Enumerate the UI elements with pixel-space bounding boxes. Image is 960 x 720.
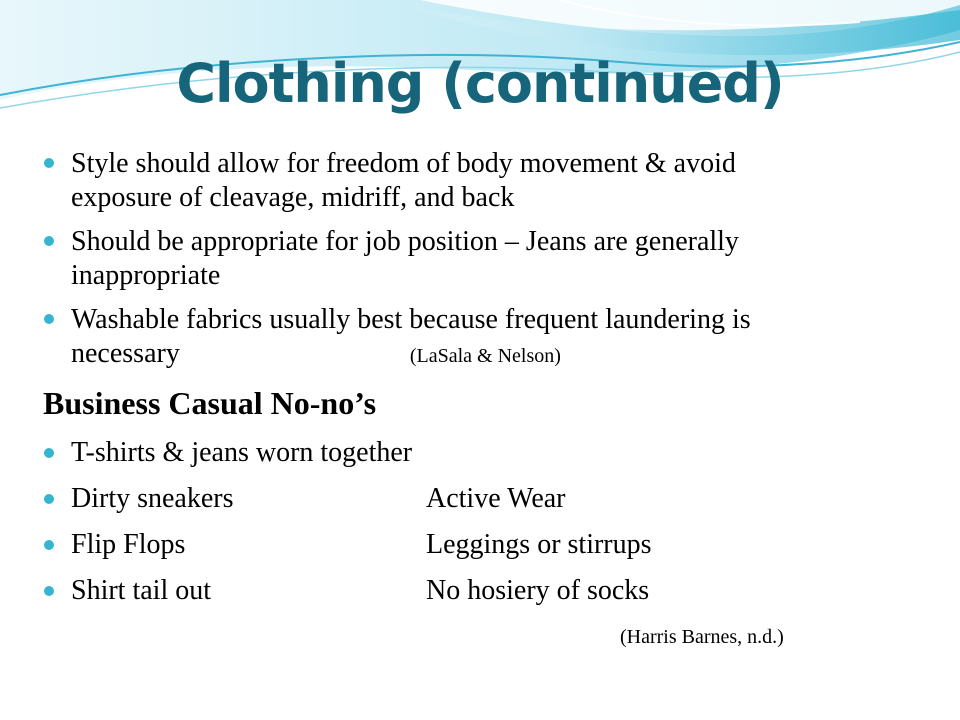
bullet-marker (44, 448, 54, 458)
nono-right: No hosiery of socks (426, 575, 650, 606)
slide-title: Clothing (continued) (176, 52, 784, 115)
citation: (LaSala & Nelson) (409, 345, 561, 367)
bullet-item (71, 147, 736, 215)
bullet-line: Should be appropriate for job position – Jeans are generally (71, 226, 739, 257)
bullet-line: exposure of cleavage, midriff, and back (71, 182, 515, 213)
bullet-line (71, 337, 751, 373)
bullet-line-text: necessary (71, 338, 180, 369)
nono-left: Dirty sneakers (71, 483, 234, 514)
bullet-marker (44, 314, 54, 324)
nono-right: Leggings or stirrups (426, 529, 652, 560)
nono-left: Shirt tail out (71, 575, 211, 606)
bullet-item (71, 225, 739, 293)
bullet-line: inappropriate (71, 260, 221, 291)
bullet-marker (44, 494, 54, 504)
bullet-marker (44, 540, 54, 550)
bullet-marker (44, 158, 54, 168)
bullet-line: Washable fabrics usually best because frequent laundering is (71, 304, 751, 335)
bullet-marker (44, 586, 54, 596)
section-heading: Business Casual No-no’s (43, 385, 377, 421)
bullet-item (71, 303, 751, 373)
nono-right: Active Wear (426, 483, 566, 514)
bullet-line: Style should allow for freedom of body movement & avoid (71, 148, 736, 179)
nono-left: Flip Flops (71, 529, 186, 560)
bullet-marker (44, 236, 54, 246)
nono-left: T-shirts & jeans worn together (71, 437, 413, 468)
citation: (Harris Barnes, n.d.) (620, 626, 784, 648)
